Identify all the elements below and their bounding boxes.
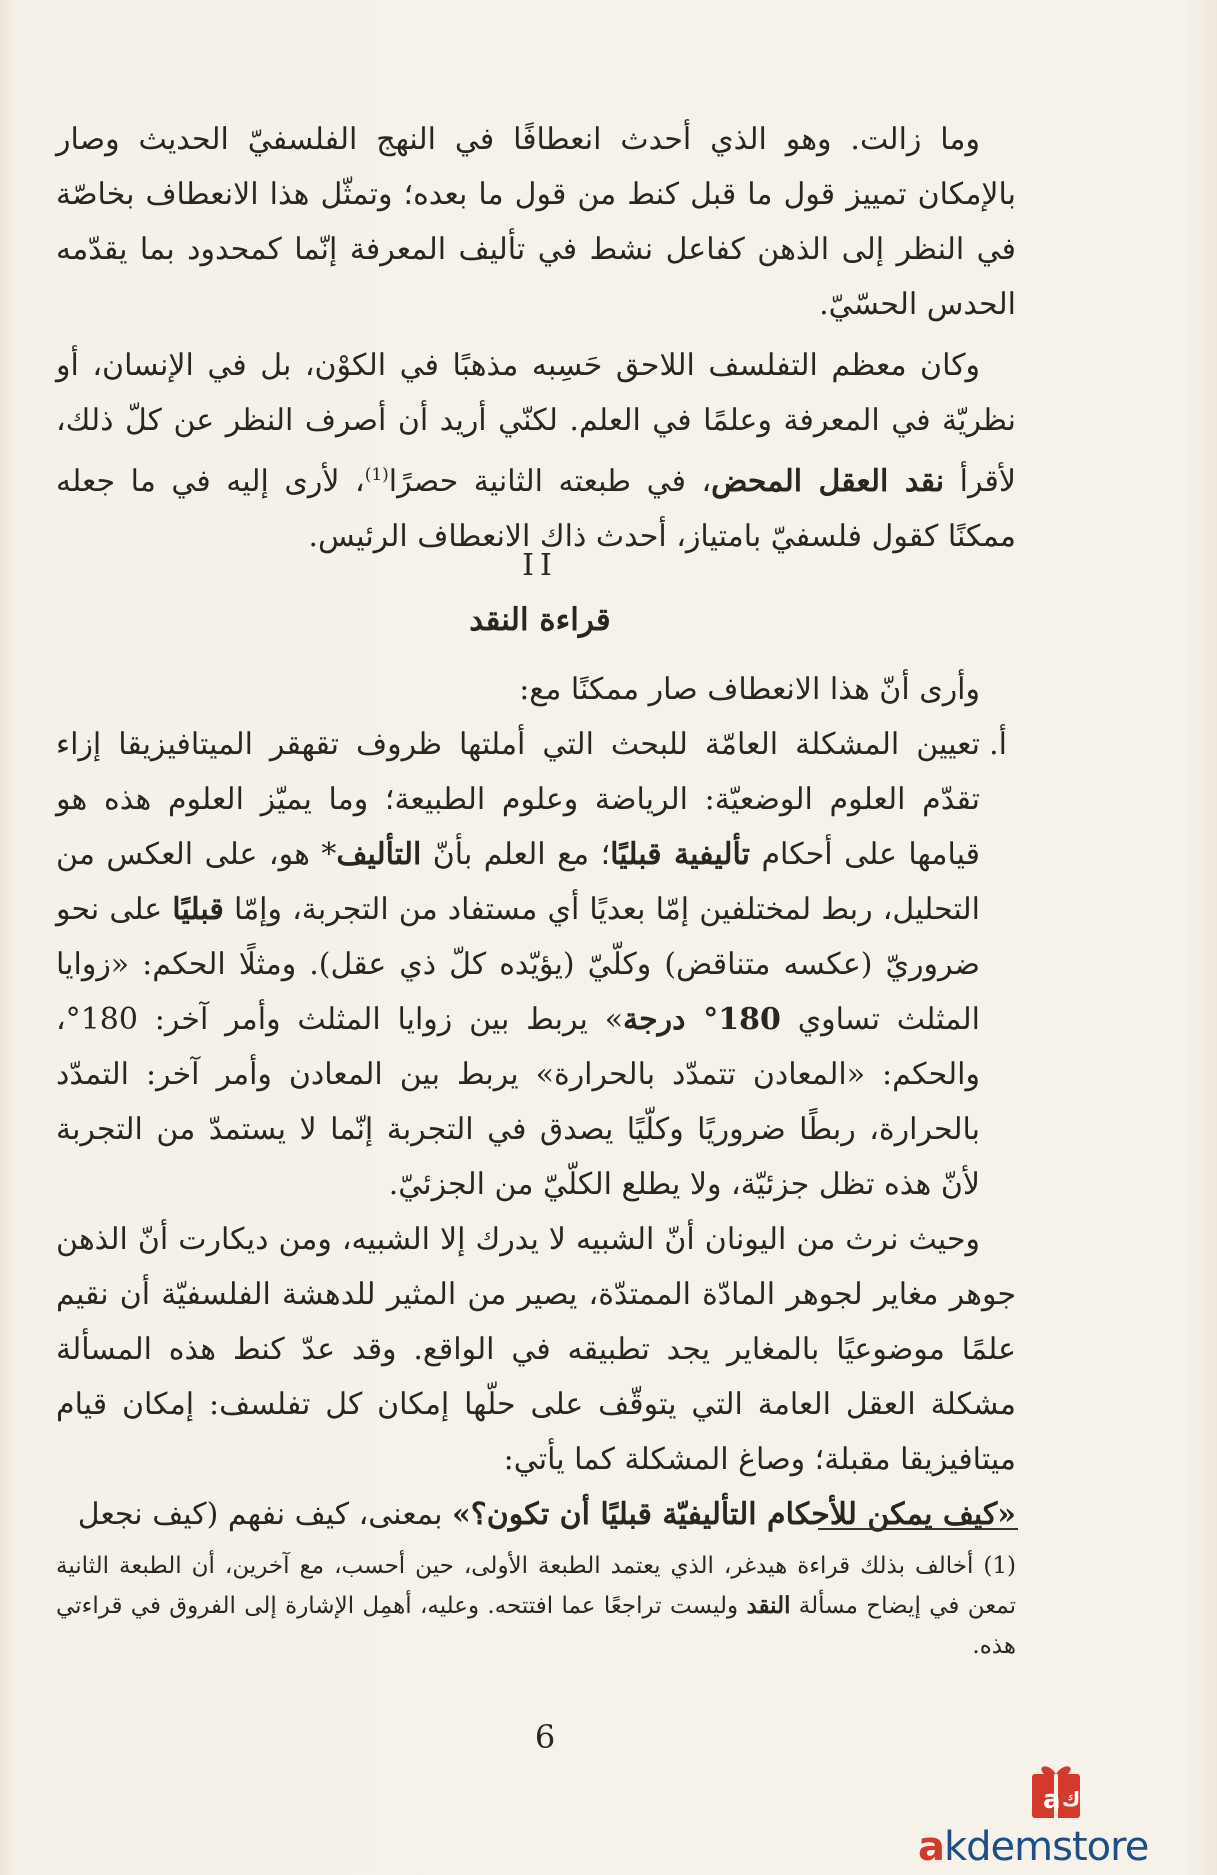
brand-letter-a: a (918, 1824, 944, 1870)
item-a-text-1: تعيين المشكلة العامّة للبحث التي أملتها ظروف تقهقر الميتافيزيقا إزاء تقدّم العلوم الوضعيّة: الرياضة وعلوم الطبيعة؛ وما يميّز العلوم هذه هو قيامها على أحكام (56, 727, 980, 872)
intro-paragraph-1: وما زالت. وهو الذي أحدث انعطافًا في النهج الفلسفيّ الحديث وصار بالإمكان تمييز قول ما قبل كنط من قول ما بعده؛ وتمثّل هذا الانعطاف بخاصّة في النظر إلى الذهن كفاعل نشط في تأليف المعرفة إنّما كمحدود بما يقدّمه الحدس الحسّيّ. (56, 122, 1016, 322)
brand-name (918, 1824, 1208, 1870)
section-title: قراءة النقد (469, 602, 611, 638)
footnote (56, 1546, 1016, 1666)
footnote-text-a: (1) أخالف بذلك قراءة هيدغر، الذي يعتمد الطبعة الأولى، حين أحسب، مع آخرين، أن الطبعة الثانية تمعن في إيضاح مسألة (56, 1553, 1016, 1619)
intro-p2-text-a: وكان معظم التفلسف اللاحق حَسِبه مذهبًا في الكوْن، بل في الإنسان، أو نظريّة في المعرفة وعلمًا في العلم. لكنّي أريد أن أصرف النظر عن كلّ ذلك، لأقرأ (56, 348, 1016, 499)
intro-p2-text-b: ، في طبعته الثانية حصرًا (388, 464, 712, 499)
footnote-bold: النقد (746, 1592, 791, 1619)
body-paragraph-greeks: وحيث نرث من اليونان أنّ الشبيه لا يدرك إلا الشبيه، ومن ديكارت أنّ الذهن جوهر مغاير لجوهر المادّة الممتدّة، يصير من المثير للدهشة الفلسفيّة أن نقيم علمًا موضوعيًا بالمغاير يجد تطبيقه في الواقع. وقد عدّ كنط هذه المسألة مشكلة العقل العامة التي يتوقّف على حلّها إمكان كل تفلسف: إمكان قيام ميتافيزيقا مقبلة؛ وصاغ المشكلة كما يأتي: (56, 1222, 1016, 1477)
page-number: 6 (534, 1718, 556, 1756)
question-rest: بمعنى، كيف نفهم (كيف نجعل (77, 1497, 453, 1532)
akdemstore-watermark (918, 1762, 1208, 1872)
body-question-line (56, 1487, 1016, 1542)
item-a-text-2: ؛ مع العلم بأنّ (421, 837, 611, 872)
item-a-text-3: * هو، على العكس من التحليل، ربط لمختلفين إمّا بعديًا أي مستفاد من التجربة، وإمّا (56, 837, 980, 927)
item-a-bold-1: تأليفية قبليًا (610, 837, 751, 872)
footnote-divider (818, 1528, 1018, 1530)
item-a-bold-4: 180° درجة (623, 1002, 781, 1037)
svg-text:ك: ك (1062, 1787, 1081, 1811)
body-text (56, 662, 1016, 1542)
footnote-text-b: وليست تراجعًا عما افتتحه. وعليه، أهمِل الإشارة إلى الفروق في قراءتي هذه. (56, 1593, 1016, 1659)
section-number: II (522, 548, 558, 583)
footnote-reference[interactable]: (1) (364, 465, 389, 485)
item-a-text-5: » يربط بين زوايا المثلث وأمر آخر: 180°، والحكم: «المعادن تتمدّد بالحرارة» يربط بين المعادن وأمر آخر: التمدّد بالحرارة، ربطًا ضروريًا وكلّيًا يصدق في التجربة إنّما لا يستمدّ من التجربة لأنّ هذه تظل جزئيّة، ولا يطلع الكلّيّ من الجزئيّ. (56, 1002, 980, 1202)
body-lead: وأرى أنّ هذا الانعطاف صار ممكنًا مع: (519, 672, 980, 707)
brand-name-rest: kdemstore (944, 1824, 1149, 1870)
intro-p2-text-c: ، لأرى إليه في ما جعله ممكنًا كقول فلسفيّ بامتياز، أحدث ذاك الانعطاف الرئيس. (56, 464, 1016, 554)
item-a-bold-3: قبليًا (172, 892, 224, 927)
svg-text:a: a (1043, 1785, 1061, 1815)
gift-box-icon (1026, 1762, 1086, 1822)
footnote-text (56, 1546, 1016, 1666)
intro-text (56, 112, 1016, 564)
question-bold: «كيف يمكن للأحكام التأليفيّة قبليًا أن تكون؟» (452, 1497, 1016, 1532)
intro-paragraph-2 (56, 338, 1016, 564)
list-item-a (56, 717, 1016, 1212)
critique-title-bold: نقد العقل المحض (711, 464, 945, 499)
list-marker-a: أ. (989, 727, 1007, 762)
item-a-text-4: على نحو ضروريّ (عكسه متناقض) وكلّيّ (يؤيّده كلّ ذي عقل). ومثلًا الحكم: «زوايا المثلث تساوي (56, 892, 980, 1037)
item-a-bold-2: التأليف (336, 837, 422, 872)
list-item-a-text (56, 717, 980, 1212)
